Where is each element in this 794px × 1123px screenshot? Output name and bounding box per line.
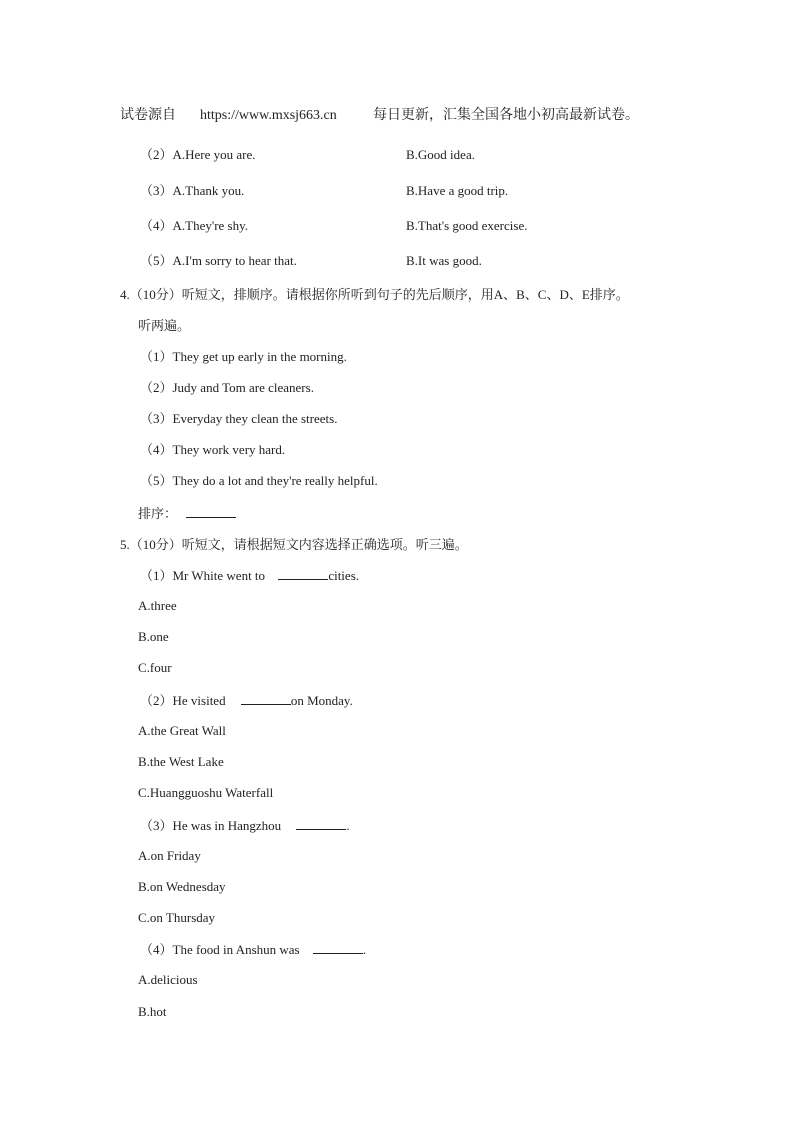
q5-question-1: [140, 567, 359, 584]
answer-blank[interactable]: [313, 941, 363, 954]
answer-blank[interactable]: [296, 817, 346, 830]
option-number: （2）: [140, 147, 173, 162]
q4-item-4: （4）They work very hard.: [140, 442, 286, 457]
q3-option-row-2: [140, 147, 256, 163]
q5-q2-option-c: C.Huangguoshu Waterfall: [138, 785, 274, 800]
q4-item-3: （3）Everyday they clean the streets.: [140, 411, 338, 426]
q4-item-5: （5）They do a lot and they're really helpful.: [140, 473, 378, 488]
q3-option-row-4: [140, 218, 248, 234]
question-text: （1）Mr White went to: [140, 568, 266, 583]
q5-q4-option-a: A.delicious: [138, 972, 198, 987]
q5-q2-option-b: B.the West Lake: [138, 754, 224, 769]
order-label: 排序：: [138, 506, 178, 521]
question-text: （4）The food in Anshun was: [140, 942, 300, 957]
option-a: A.I'm sorry to hear that.: [172, 253, 297, 268]
q3-option-row-5: [140, 253, 297, 269]
q3-option-b-3: B.Have a good trip.: [406, 183, 509, 198]
q5-q1-option-c: C.four: [138, 660, 172, 675]
option-a: A.Thank you.: [172, 183, 245, 198]
option-a: A.They're shy.: [172, 218, 249, 233]
question-text: （3）He was in Hangzhou: [140, 818, 282, 833]
q3-option-row-3: [140, 183, 244, 199]
q5-question-2: [140, 692, 353, 709]
q5-question-4: [140, 941, 366, 958]
q5-q4-option-b: B.hot: [138, 1004, 167, 1019]
question-text: （2）He visited: [140, 693, 226, 708]
q4-item-1: （1）They get up early in the morning.: [140, 349, 347, 364]
question-text-end: .: [362, 942, 367, 957]
q4-order-line: [138, 505, 236, 522]
option-number: （3）: [140, 183, 173, 198]
option-number: （4）: [140, 218, 173, 233]
q3-option-b-5: B.It was good.: [406, 253, 482, 268]
question-text-end: .: [346, 818, 350, 833]
q4-title-cont: 听两遍。: [138, 318, 191, 333]
q3-option-b-4: B.That's good exercise.: [406, 218, 528, 233]
answer-blank[interactable]: [186, 505, 236, 518]
option-number: （5）: [140, 253, 173, 268]
q3-option-b-2: B.Good idea.: [406, 147, 475, 162]
q5-title: 5.（10分）听短文，请根据短文内容选择正确选项。听三遍。: [120, 537, 468, 552]
q5-q1-option-a: A.three: [138, 598, 177, 613]
q5-q1-option-b: B.one: [138, 629, 169, 644]
q5-q3-option-c: C.on Thursday: [138, 910, 216, 925]
answer-blank[interactable]: [278, 567, 328, 580]
question-text-end: on Monday.: [290, 693, 353, 708]
q4-item-2: （2）Judy and Tom are cleaners.: [140, 380, 314, 395]
header-source: 试卷源自: [120, 108, 176, 123]
option-a: A.Here you are.: [172, 147, 256, 162]
q4-title: 4.（10分）听短文，排顺序。请根据你所听到句子的先后顺序，用A、B、C、D、E排序。: [120, 287, 629, 302]
q5-q3-option-b: B.on Wednesday: [138, 879, 226, 894]
question-text-end: cities.: [328, 568, 359, 583]
answer-blank[interactable]: [241, 692, 291, 705]
header-slogan: 每日更新，汇集全国各地小初高最新试卷。: [373, 108, 639, 123]
header-url[interactable]: https://www.mxsj663.cn: [200, 108, 337, 123]
q5-q3-option-a: A.on Friday: [138, 848, 201, 863]
q5-q2-option-a: A.the Great Wall: [138, 723, 226, 738]
q5-question-3: [140, 817, 350, 834]
